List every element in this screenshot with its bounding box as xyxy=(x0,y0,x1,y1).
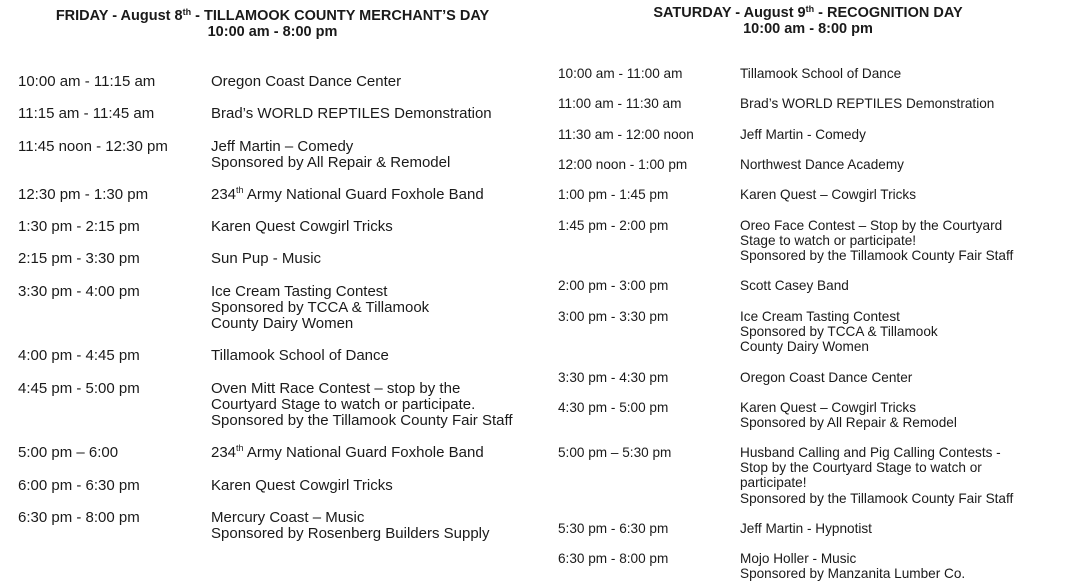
time-slot: 4:00 pm - 4:45 pm xyxy=(18,347,140,364)
time-slot: 5:00 pm – 6:00 xyxy=(18,444,119,461)
event-line: Sponsored by TCCA & Tillamook xyxy=(740,324,938,340)
time-slot: 5:00 pm – 5:30 pm xyxy=(558,445,672,460)
event-description xyxy=(211,74,401,90)
time-slot: 1:45 pm - 2:00 pm xyxy=(558,218,669,233)
time-slot: 5:30 pm - 6:30 pm xyxy=(558,521,669,536)
event-description xyxy=(740,278,849,293)
event-description xyxy=(211,251,321,267)
event-line: Northwest Dance Academy xyxy=(740,157,904,172)
event-description xyxy=(211,219,393,235)
event-line: Brad’s WORLD REPTILES Demonstration xyxy=(740,96,995,111)
time-slot: 11:45 noon - 12:30 pm xyxy=(18,138,168,155)
time-slot: 12:30 pm - 1:30 pm xyxy=(18,186,149,203)
time-slot: 10:00 am - 11:15 am xyxy=(18,73,156,90)
event-description xyxy=(211,381,513,429)
time-slot: 11:00 am - 11:30 am xyxy=(558,96,682,111)
event-description xyxy=(740,370,912,385)
time-slot: 3:30 pm - 4:30 pm xyxy=(558,370,669,385)
time-slot: 1:00 pm - 1:45 pm xyxy=(558,187,669,202)
event-description xyxy=(211,445,484,461)
time-slot: 12:00 noon - 1:00 pm xyxy=(558,157,688,172)
event-line: Mercury Coast – Music xyxy=(211,509,365,526)
event-line: participate! xyxy=(740,475,807,491)
event-line: Karen Quest Cowgirl Tricks xyxy=(211,477,393,494)
event-text: Army National Guard Foxhole Band xyxy=(243,444,484,461)
event-description xyxy=(740,157,904,172)
event-description xyxy=(740,400,957,430)
event-line: Husband Calling and Pig Calling Contests - xyxy=(740,445,1001,460)
event-line: Sponsored by All Repair & Remodel xyxy=(211,154,451,171)
event-text: Army National Guard Foxhole Band xyxy=(243,186,484,203)
event-line: Oreo Face Contest – Stop by the Courtyard xyxy=(740,218,1003,233)
time-slot: 2:00 pm - 3:00 pm xyxy=(558,278,669,293)
time-slot: 1:30 pm - 2:15 pm xyxy=(18,218,140,235)
event-description xyxy=(740,309,938,355)
time-slot: 11:15 am - 11:45 am xyxy=(18,105,155,122)
event-line: Scott Casey Band xyxy=(740,278,849,293)
event-line: Sponsored by the Tillamook County Fair Staff xyxy=(740,248,1014,264)
event-description xyxy=(740,96,994,111)
friday-hours: 10:00 am - 8:00 pm xyxy=(207,24,338,40)
event-line: Jeff Martin - Comedy xyxy=(740,127,866,142)
event-line: Jeff Martin – Comedy xyxy=(211,138,354,155)
event-description xyxy=(740,521,872,536)
event-description xyxy=(740,187,916,202)
event-line: Sponsored by Rosenberg Builders Supply xyxy=(211,525,490,542)
event-line: Karen Quest – Cowgirl Tricks xyxy=(740,400,917,415)
event-line xyxy=(211,445,484,461)
event-description xyxy=(740,218,1013,264)
time-slot: 2:15 pm - 3:30 pm xyxy=(18,250,140,267)
event-description xyxy=(211,284,429,332)
time-slot: 10:00 am - 11:00 am xyxy=(558,66,683,81)
friday-header xyxy=(0,8,545,40)
time-slot: 3:00 pm - 3:30 pm xyxy=(558,309,669,324)
event-line: Oregon Coast Dance Center xyxy=(211,73,402,90)
event-line: Stop by the Courtyard Stage to watch or xyxy=(740,460,982,476)
event-line: Brad’s WORLD REPTILES Demonstration xyxy=(211,105,492,122)
event-description xyxy=(211,510,490,542)
time-slot: 6:00 pm - 6:30 pm xyxy=(18,477,140,494)
friday-title: FRIDAY - August 8th - TILLAMOOK COUNTY MERCHANT’S DAY xyxy=(55,7,490,24)
time-slot: 6:30 pm - 8:00 pm xyxy=(18,509,140,526)
event-description xyxy=(740,66,901,81)
event-line: Tillamook School of Dance xyxy=(740,66,902,81)
event-line: Sponsored by the Tillamook County Fair Staff xyxy=(211,412,513,429)
event-line: Sun Pup - Music xyxy=(211,250,322,267)
event-line xyxy=(211,187,484,203)
event-line: Sponsored by Manzanita Lumber Co. xyxy=(740,566,966,582)
event-description xyxy=(211,348,389,364)
event-line: Ice Cream Tasting Contest xyxy=(211,283,388,300)
event-line: Karen Quest Cowgirl Tricks xyxy=(211,218,393,235)
event-number: 234 xyxy=(211,444,237,461)
ordinal-suffix: th xyxy=(236,185,244,195)
event-description xyxy=(211,478,393,494)
event-description xyxy=(211,139,450,171)
ordinal-suffix: th xyxy=(236,443,244,453)
event-line: Jeff Martin - Hypnotist xyxy=(740,521,872,536)
event-line: Karen Quest – Cowgirl Tricks xyxy=(740,187,917,202)
event-line: Courtyard Stage to watch or participate. xyxy=(211,396,476,413)
event-line: Stage to watch or participate! xyxy=(740,233,917,249)
event-line: Sponsored by All Repair & Remodel xyxy=(740,415,957,431)
time-slot: 6:30 pm - 8:00 pm xyxy=(558,551,669,566)
time-slot: 4:30 pm - 5:00 pm xyxy=(558,400,669,415)
event-description xyxy=(211,106,492,122)
event-number: 234 xyxy=(211,186,237,203)
time-slot: 11:30 am - 12:00 noon xyxy=(558,127,694,142)
event-line: Mojo Holler - Music xyxy=(740,551,857,566)
saturday-hours: 10:00 am - 8:00 pm xyxy=(743,21,873,37)
event-line: Sponsored by the Tillamook County Fair Staff xyxy=(740,490,1014,506)
event-line: Oven Mitt Race Contest – stop by the xyxy=(211,380,461,397)
event-line: Sponsored by TCCA & Tillamook xyxy=(211,299,430,316)
time-slot: 3:30 pm - 4:00 pm xyxy=(18,283,140,300)
event-line: County Dairy Women xyxy=(740,339,869,355)
event-line: County Dairy Women xyxy=(211,315,354,332)
event-line: Oregon Coast Dance Center xyxy=(740,370,913,385)
saturday-title: SATURDAY - August 9th - RECOGNITION DAY xyxy=(653,4,963,21)
event-description xyxy=(211,187,484,203)
event-line: Tillamook School of Dance xyxy=(211,347,389,364)
event-description xyxy=(740,551,965,581)
event-line: Ice Cream Tasting Contest xyxy=(740,309,900,324)
event-description xyxy=(740,127,866,142)
event-description xyxy=(740,445,1013,506)
time-slot: 4:45 pm - 5:00 pm xyxy=(18,380,140,397)
saturday-header xyxy=(545,5,1071,37)
